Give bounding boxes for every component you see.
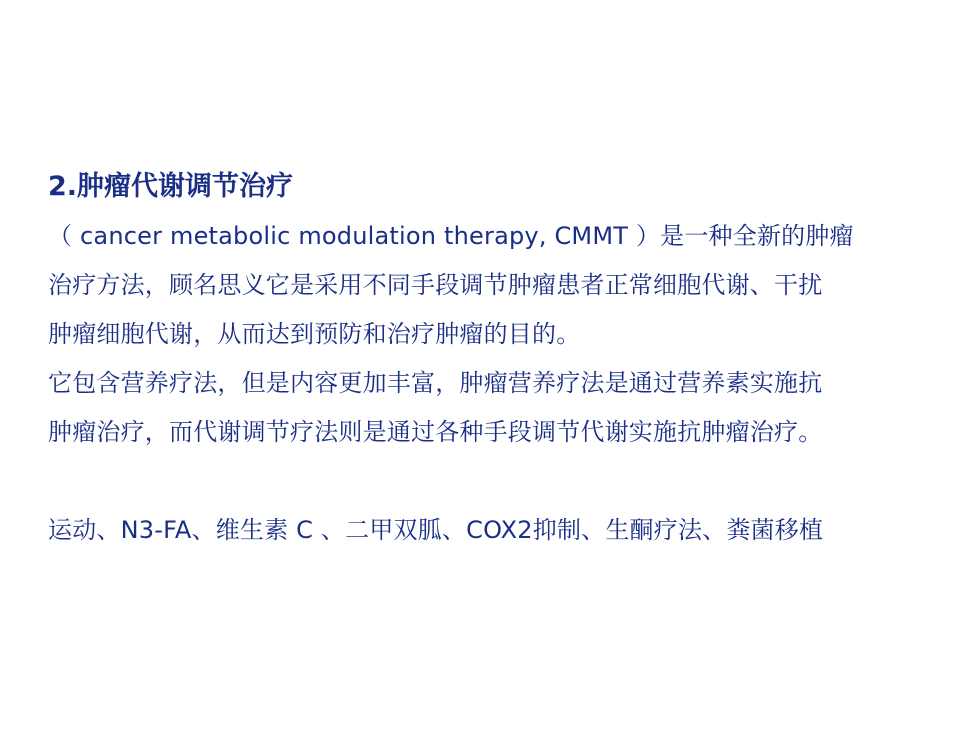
- paragraph-line: 治疗方法，顾名思义它是采用不同手段调节肿瘤患者正常细胞代谢、干扰: [48, 271, 823, 299]
- paragraph-line: （ cancer metabolic modulation therapy, CMMT ）是一种全新的肿瘤: [48, 222, 854, 250]
- paragraph-definition: [48, 212, 938, 359]
- slide-title: 2.肿瘤代谢调节治疗: [48, 171, 294, 202]
- methods-list: 运动、N3-FA、维生素 C 、二甲双胍、COX2抑制、生酮疗法、粪菌移植: [48, 516, 824, 544]
- paragraph-line: 肿瘤细胞代谢，从而达到预防和治疗肿瘤的目的。: [48, 320, 581, 348]
- blank-line: [48, 457, 938, 506]
- slide-content: [48, 168, 938, 555]
- paragraph-line: 肿瘤治疗，而代谢调节疗法则是通过各种手段调节代谢实施抗肿瘤治疗。: [48, 418, 823, 446]
- paragraph-line: 它包含营养疗法，但是内容更加丰富，肿瘤营养疗法是通过营养素实施抗: [48, 369, 823, 397]
- paragraph-comparison: [48, 359, 938, 457]
